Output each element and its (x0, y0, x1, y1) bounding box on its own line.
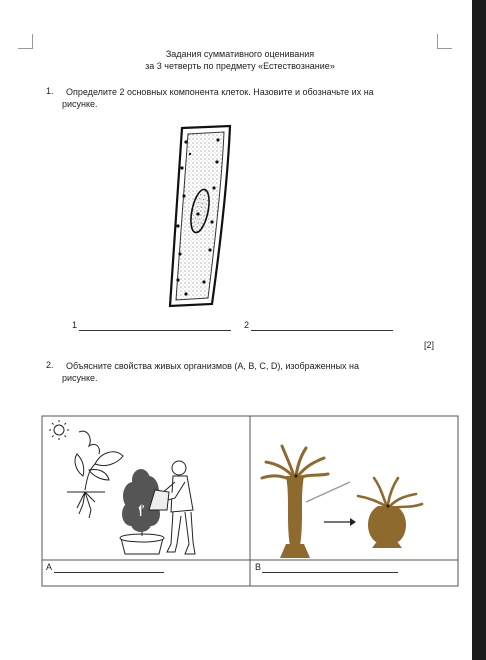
score-mark: [2] (424, 340, 435, 350)
arrow-right-icon (324, 518, 356, 526)
page-corner-mark-top-right (437, 34, 452, 49)
answer-1-line[interactable] (79, 330, 231, 331)
cell-a-answer-line[interactable] (54, 572, 164, 573)
cell-b-label: B (255, 562, 262, 572)
document-title: Задания суммативного оценивания (165, 49, 315, 59)
question-1-text-line2: рисунке. (62, 99, 98, 109)
question-2-number: 2. (46, 360, 54, 370)
question-2-text-line2: рисунке. (62, 373, 98, 383)
question-2-text-line1: Объясните свойства живых организмов (A, B, C, D), изображенных на (66, 361, 360, 371)
answer-2-line[interactable] (251, 330, 393, 331)
document-subtitle: за 3 четверть по предмету «Естествознание» (145, 61, 335, 71)
hydra-budding-drawing (252, 418, 457, 558)
answer-1-label: 1 (72, 320, 78, 330)
plant-cell-drawing (160, 122, 240, 312)
page-corner-mark-top-left (18, 34, 33, 49)
answer-2-label: 2 (244, 320, 250, 330)
sun-icon (49, 420, 69, 440)
cell-a-label: A (46, 562, 53, 572)
plant-and-gardener-drawing (43, 418, 248, 558)
cell-b-answer-line[interactable] (262, 572, 398, 573)
question-1-text-line1: Определите 2 основных компонента клеток. Назовите и обозначьте их на (66, 87, 374, 97)
question-1-number: 1. (46, 86, 54, 96)
